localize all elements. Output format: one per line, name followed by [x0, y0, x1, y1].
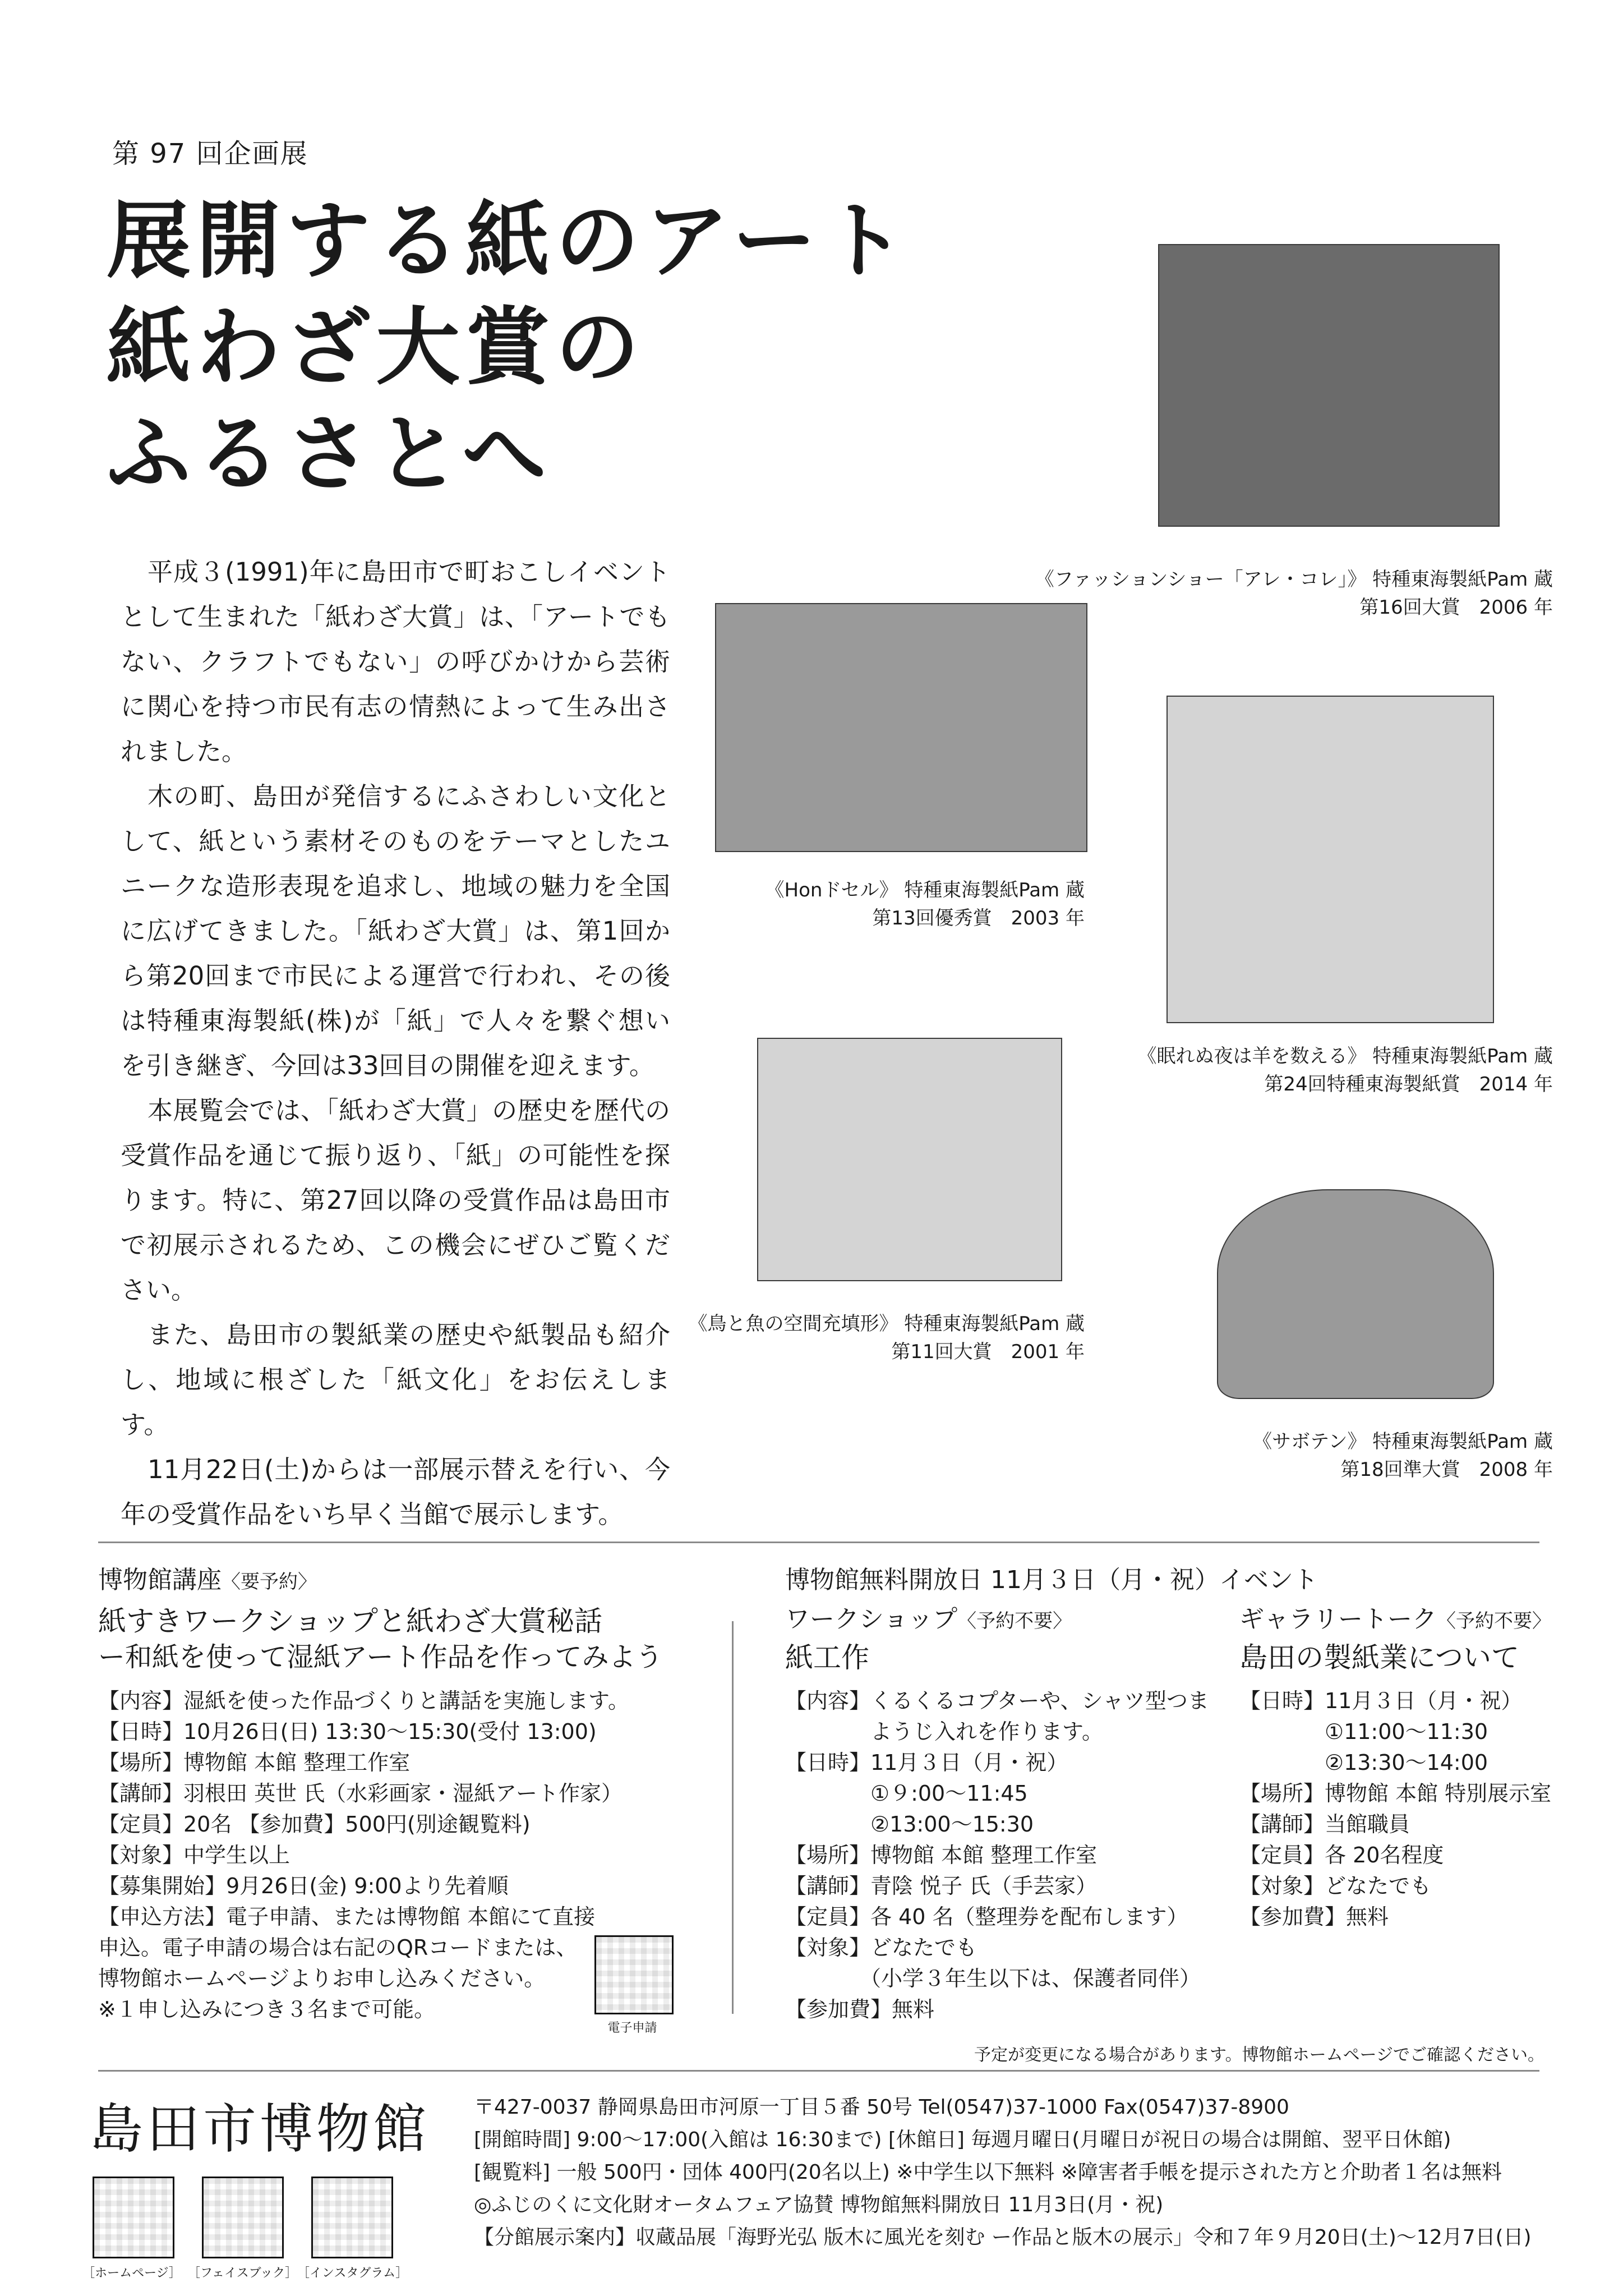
title-line-2: 紙わざ大賞の: [107, 299, 645, 397]
instagram-qr-code[interactable]: [311, 2177, 393, 2258]
lecture-details: 【内容】湿紙を使った作品づくりと講話を実施します。 【日時】10月26日(日) 13:30～15:30(受付 13:00) 【場所】博物館 本館 整理工作室 【講師】羽根田 英世 氏（水彩画家・湿紙アート作家） 【定員】20名 【参加費】500円(別途観覧料) 【対象】中学生以上 【募集開始】9月26日(金) 9:00より先着順 【申込方法】電子申請、または博物館 本館にて直接 申込。電子申請の場合は右記のQRコードまたは、 博物館ホームページよりお申し込みください。 ※１申し込みにつき３名まで可能。: [98, 1688, 629, 2022]
facebook-qr-label: ［フェイスブック］: [188, 2266, 298, 2280]
intro-paragraph: また、島田市の製紙業の歴史や紙製品も紹介し、地域に根ざした「紙文化」をお伝えします。: [121, 1320, 670, 1439]
intro-paragraph: 平成３(1991)年に島田市で町おこしイベントとして生まれた「紙わざ大賞」は、「アートでもない、クラフトでもない」の呼びかけから芸術に関心を持つ市民有志の情熱によって生み出されました。: [121, 557, 670, 766]
museum-name: 島田市博物館: [90, 2099, 430, 2160]
facebook-qr-code[interactable]: [202, 2177, 284, 2258]
gallery-talk-heading: ギャラリートーク〈予約不要〉: [1239, 1605, 1551, 1634]
workshop-title: 紙工作: [785, 1641, 869, 1674]
gallery-talk-title: 島田の製紙業について: [1239, 1641, 1519, 1674]
artwork-photo-sheep: [1166, 696, 1494, 1023]
free-day-heading: 博物館無料開放日 11月３日（月・祝）イベント: [785, 1566, 1318, 1594]
title-line-1: 展開する紙のアート: [107, 192, 912, 290]
artwork-caption-bird-fish: 《鳥と魚の空間充填形》 特種東海製紙Pam 蔵 第11回大賞 2001 年: [688, 1313, 1085, 1363]
gallery-talk-details: 【日時】11月３日（月・祝） ①11:00～11:30 ②13:30～14:00 【場所】博物館 本館 特別展示室 【講師】当館職員 【定員】各 20名程度 【対象】どなたでも 【参加費】無料: [1239, 1688, 1552, 1929]
artwork-caption-fashion-show: 《ファッションショー「アレ・コレ」》 特種東海製紙Pam 蔵 第16回大賞 2006 年: [1035, 568, 1553, 619]
lecture-subtitle: ー和紙を使って湿紙アート作品を作ってみよう: [98, 1641, 663, 1673]
column-divider: [732, 1621, 734, 2014]
artwork-photo-hon-doseru: [715, 603, 1087, 852]
museum-info: 〒427-0037 静岡県島田市河原一丁目５番 50号 Tel(0547)37-1000 Fax(0547)37-8900 [開館時間] 9:00～17:00(入館は 16:30まで) [休館日] 毎週月曜日(月曜日が祝日の場合は開館、翌平日休館) [観覧料] 一般 500円・団体 400円(20名以上) ※中学生以下無料 ※障害者手帳を提示された方と介助者１名は無料 ◎ふじのくに文化財オータムフェア協賛 博物館無料開放日 11月3日(月・祝) 【分館展示案内】収蔵品展「海野光弘 版木に風光を刻む ー作品と版木の展示」令和７年９月20日(土)～12月7日(日): [474, 2096, 1532, 2249]
workshop-details: 【内容】くるくるコプターや、シャツ型つま ようじ入れを作ります。 【日時】11月３日（月・祝） ①９:00～11:45 ②13:00～15:30 【場所】博物館 本館 整理工作室 【講師】青陰 悦子 氏（手芸家） 【定員】各 40 名（整理券を配布します） 【対象】どなたでも （小学３年生以下は、保護者同伴） 【参加費】無料: [785, 1688, 1209, 2022]
e-application-qr-code[interactable]: [594, 1935, 674, 2014]
lecture-title: 紙すきワークショップと紙わざ大賞秘話: [98, 1605, 602, 1637]
artwork-photo-bird-fish: [757, 1038, 1062, 1281]
schedule-change-notice: 予定が変更になる場合があります。博物館ホームページでご確認ください。: [974, 2045, 1544, 2065]
workshop-heading: ワークショップ〈予約不要〉: [785, 1605, 1072, 1634]
artwork-caption-cactus: 《サボテン》 特種東海製紙Pam 蔵 第18回準大賞 2008 年: [1253, 1430, 1553, 1481]
lecture-heading: 博物館講座〈要予約〉: [98, 1566, 317, 1594]
footer-divider: [98, 2070, 1539, 2072]
homepage-qr-code[interactable]: [93, 2177, 174, 2258]
intro-text: [121, 550, 670, 1537]
homepage-qr-label: ［ホームページ］: [82, 2266, 181, 2280]
intro-paragraph: 本展覧会では、「紙わざ大賞」の歴史を歴代の受賞作品を通じて振り返り、「紙」の可能性を探ります。特に、第27回以降の受賞作品は島田市で初展示されるため、この機会にぜひご覧ください。: [121, 1096, 670, 1305]
artwork-photo-cactus: [1217, 1189, 1494, 1399]
artwork-caption-sheep: 《眠れぬ夜は羊を数える》 特種東海製紙Pam 蔵 第24回特種東海製紙賞 2014 年: [1137, 1045, 1553, 1096]
artwork-photo-fashion-show: [1158, 244, 1500, 527]
e-application-qr-label: 電子申請: [607, 2021, 657, 2035]
exhibition-number: 第 97 回企画展: [112, 138, 308, 169]
title-line-3: ふるさとへ: [107, 406, 552, 503]
instagram-qr-label: ［インスタグラム］: [297, 2266, 408, 2280]
intro-paragraph: 11月22日(土)からは一部展示替えを行い、今年の受賞作品をいち早く当館で展示します。: [121, 1455, 670, 1529]
intro-paragraph: 木の町、島田が発信するにふさわしい文化として、紙という素材そのものをテーマとしたユニークな造形表現を追求し、地域の魅力を全国に広げてきました。「紙わざ大賞」は、第1回から第20回まで市民による運営で行われ、その後は特種東海製紙(株)が「紙」で人々を繋ぐ想いを引き継ぎ、今回は33回目の開催を迎えます。: [121, 781, 670, 1080]
section-divider: [98, 1542, 1539, 1543]
artwork-caption-hon-doseru: 《Honドセル》 特種東海製紙Pam 蔵 第13回優秀賞 2003 年: [765, 879, 1085, 930]
